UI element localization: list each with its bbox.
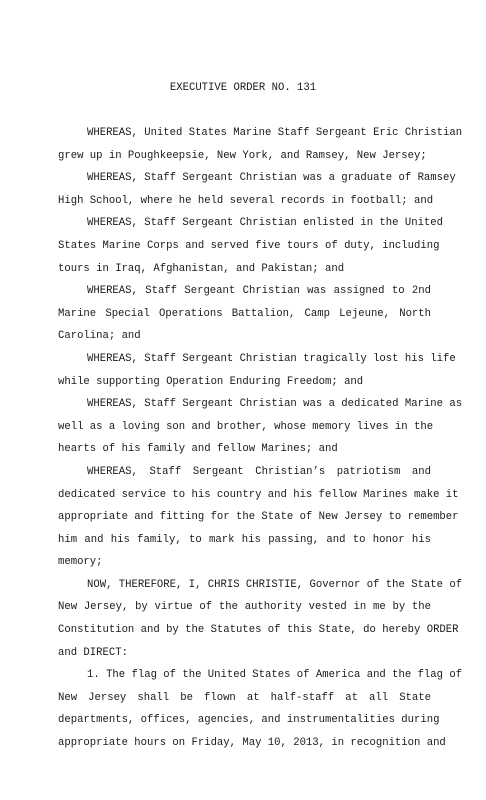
text-line: him and his family, to mark his passing, and to honor his	[58, 533, 431, 546]
text-line: New Jersey, by virtue of the authority vested in me by the	[58, 601, 431, 614]
text-line: departments, offices, agencies, and instrumentalities during	[58, 714, 440, 727]
text-line: WHEREAS, Staff Sergeant Christian was a dedicated Marine as	[87, 398, 463, 411]
text-line: dedicated service to his country and his fellow Marines make it	[58, 488, 459, 501]
paragraph	[58, 574, 463, 664]
text-line: WHEREAS, Staff Sergeant Christian was assigned to 2nd	[87, 285, 431, 298]
text-line: WHEREAS, Staff Sergeant Christian tragically lost his life	[87, 352, 456, 365]
text-line: while supporting Operation Enduring Freedom; and	[58, 375, 364, 388]
text-line: High School, where he held several records in football; and	[58, 194, 434, 207]
paragraph	[58, 348, 456, 393]
text-line: appropriate hours on Friday, May 10, 2013, in recognition and	[58, 737, 446, 750]
paragraph	[58, 664, 463, 754]
text-line: Carolina; and	[58, 330, 141, 343]
text-line: grew up in Poughkeepsie, New York, and Ramsey, New Jersey;	[58, 149, 427, 162]
text-line: WHEREAS, Staff Sergeant Christian enlisted in the United	[87, 217, 444, 230]
text-line: well as a loving son and brother, whose memory lives in the	[58, 420, 434, 433]
text-line: WHEREAS, Staff Sergeant Christian was a graduate of Ramsey	[87, 172, 456, 185]
text-line: Constitution and by the Statutes of this State, do hereby ORDER	[58, 624, 459, 637]
document-title: EXECUTIVE ORDER NO. 131	[169, 82, 317, 94]
paragraph	[58, 167, 456, 212]
text-line: Marine Special Operations Battalion, Camp Lejeune, North	[58, 307, 431, 320]
text-line: memory;	[58, 556, 103, 569]
paragraph	[58, 212, 444, 280]
text-line: NOW, THEREFORE, I, CHRIS CHRISTIE, Governor of the State of	[87, 578, 463, 591]
paragraph	[58, 122, 463, 167]
text-line: States Marine Corps and served five tours of duty, including	[58, 239, 440, 252]
text-line: appropriate and fitting for the State of New Jersey to remember	[58, 511, 459, 524]
text-line: New Jersey shall be flown at half-staff at all State	[58, 691, 431, 704]
text-line: WHEREAS, United States Marine Staff Sergeant Eric Christian	[87, 127, 463, 139]
paragraph	[58, 461, 459, 574]
text-line: hearts of his family and fellow Marines; and	[58, 443, 338, 456]
text-line: and DIRECT:	[58, 646, 128, 659]
text-line: tours in Iraq, Afghanistan, and Pakistan; and	[58, 262, 345, 275]
paragraph	[58, 280, 431, 348]
paragraph	[58, 393, 463, 461]
text-line: WHEREAS, Staff Sergeant Christian’s patriotism and	[87, 465, 431, 478]
document-body	[58, 122, 463, 755]
text-line: 1. The flag of the United States of America and the flag of	[87, 669, 463, 682]
